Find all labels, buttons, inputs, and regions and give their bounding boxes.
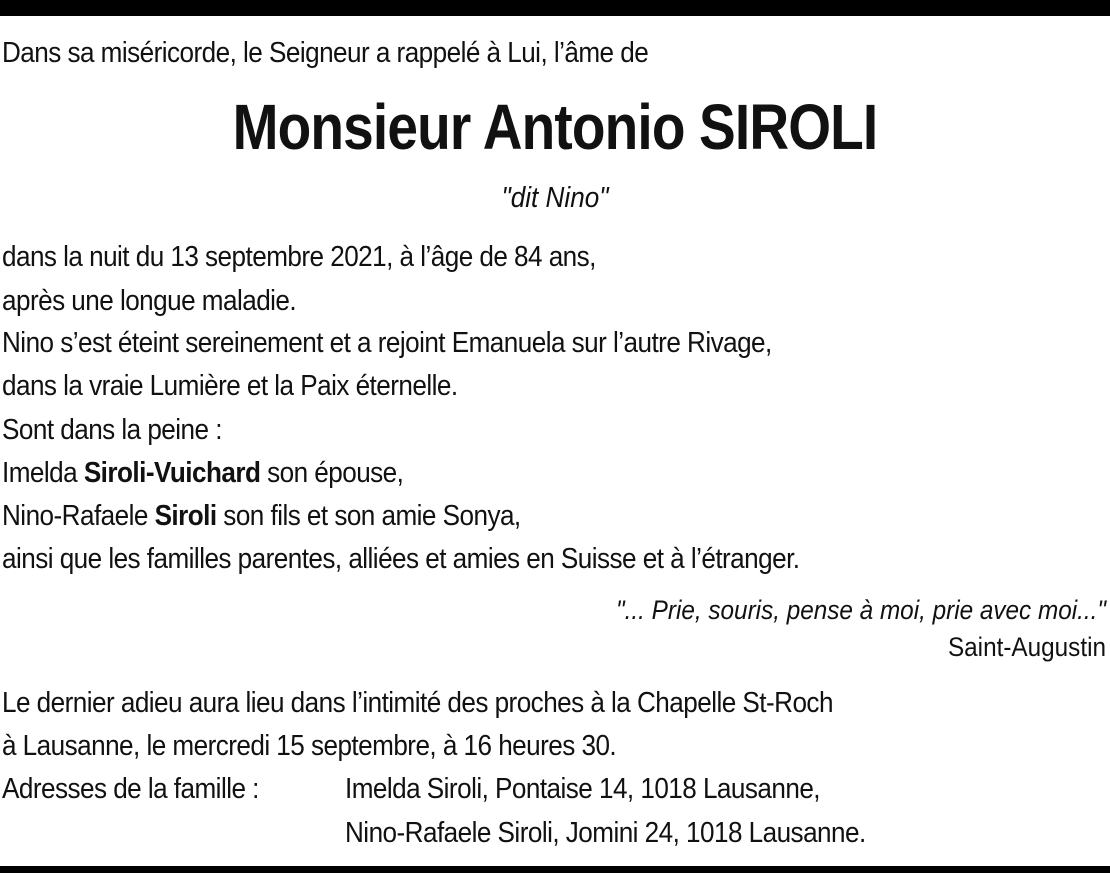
quote-author: Saint-Augustin (947, 632, 1106, 662)
body-line-1: dans la nuit du 13 septembre 2021, à l’âge de 84 ans, (2, 241, 596, 273)
addresses-label: Adresses de la famille : (2, 773, 259, 805)
intro-line: Dans sa miséricorde, le Seigneur a rappelé à Lui, l’âme de (2, 37, 649, 69)
mourner-1-prefix: Imelda (2, 457, 84, 489)
quote-text: "... Prie, souris, pense à moi, prie avec moi..." (616, 595, 1106, 625)
mourner-2-name: Siroli (154, 500, 217, 532)
body-line-4: dans la vraie Lumière et la Paix éternelle. (2, 370, 458, 402)
body-line-2: après une longue maladie. (2, 285, 297, 317)
address-1: Imelda Siroli, Pontaise 14, 1018 Lausanne, (345, 773, 821, 805)
mourner-2-prefix: Nino-Rafaele (2, 500, 155, 532)
body-line-5: Sont dans la peine : (2, 414, 222, 446)
mourner-line-3: ainsi que les familles parentes, alliées et amies en Suisse et à l’étranger. (2, 543, 800, 575)
bottom-border (0, 866, 1110, 873)
address-2: Nino-Rafaele Siroli, Jomini 24, 1018 Lausanne. (345, 817, 866, 849)
mourner-line-1 (2, 456, 403, 490)
mourner-line-2 (2, 499, 521, 533)
nickname: "dit Nino" (501, 182, 609, 214)
mourner-1-name: Siroli-Vuichard (83, 457, 261, 489)
ceremony-line-2: à Lausanne, le mercredi 15 septembre, à 16 heures 30. (2, 730, 617, 762)
top-border (0, 0, 1110, 16)
body-line-3: Nino s’est éteint sereinement et a rejoint Emanuela sur l’autre Rivage, (2, 327, 772, 359)
deceased-name: Monsieur Antonio SIROLI (232, 91, 878, 163)
mourner-2-relation: son fils et son amie Sonya, (216, 500, 521, 532)
ceremony-line-1: Le dernier adieu aura lieu dans l’intimité des proches à la Chapelle St-Roch (2, 687, 833, 719)
mourner-1-relation: son épouse, (260, 457, 404, 489)
